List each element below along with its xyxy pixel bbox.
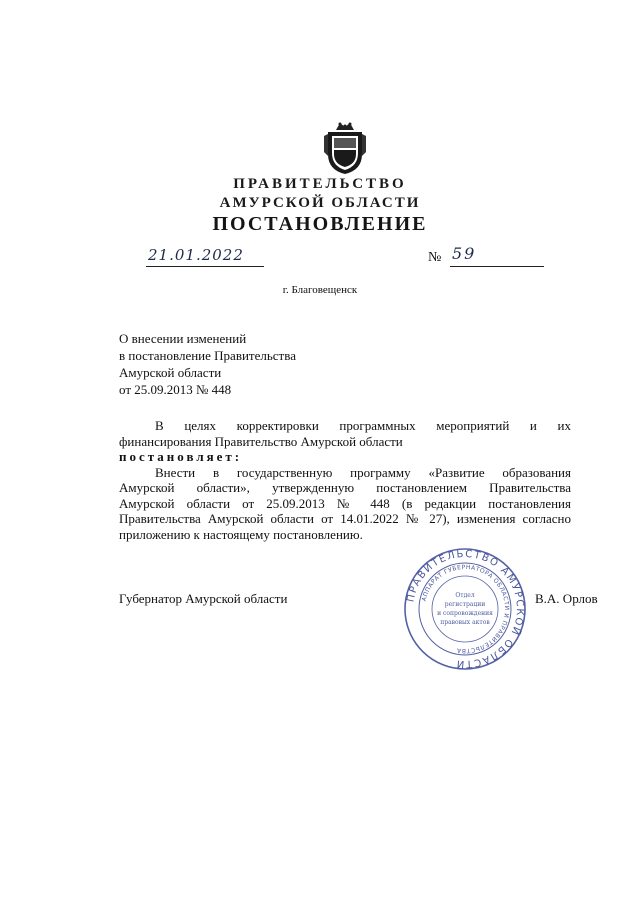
svg-text:АППАРАТ ГУБЕРНАТОРА ОБЛАСТИ И — [421, 564, 510, 654]
signatory-name: В.А. Орлов — [535, 591, 598, 606]
org-name-line2: АМУРСКОЙ ОБЛАСТИ — [219, 195, 421, 211]
coat-of-arms-icon — [322, 120, 368, 176]
body-line: финансирования Правительство Амурской области — [119, 433, 403, 449]
subject-line: О внесении изменений — [119, 331, 247, 346]
subject-line: Амурской области — [119, 365, 222, 380]
document-type-title: ПОСТАНОВЛЕНИЕ — [212, 213, 428, 235]
body-line: В целях корректировки программных мероприятий и их — [155, 418, 571, 433]
document-date: 21.01.2022 — [148, 246, 244, 264]
signatory-position: Губернатор Амурской области — [119, 591, 288, 606]
document-body — [119, 418, 571, 542]
body-line: Внести в государственную программу «Развитие образования — [155, 464, 571, 480]
body-line: Правительства Амурской области от 14.01.2022 № 27), изменения согласно — [119, 511, 571, 526]
stamp-center-line: и сопровождения — [437, 610, 493, 617]
subject-line: от 25.09.2013 № 448 — [119, 382, 232, 397]
number-label: № — [428, 250, 442, 265]
body-line: приложению к настоящему постановлению. — [119, 526, 363, 542]
subject-line: в постановление Правительства — [119, 348, 296, 363]
body-line: Амурской области от 25.09.2013 № 448 (в редакции постановления — [119, 495, 571, 511]
stamp-outer-text: ПРАВИТЕЛЬСТВО АМУРСКОЙ ОБЛАСТИ — [405, 548, 526, 670]
body-line: Амурской области», утвержденную постановлением Правительства — [119, 480, 571, 495]
stamp-inner-text: АППАРАТ ГУБЕРНАТОРА ОБЛАСТИ И ПРАВИТЕЛЬСТВА — [420, 563, 511, 655]
document-number: 59 — [452, 244, 477, 263]
org-name-line1: ПРАВИТЕЛЬСТВО — [233, 176, 407, 192]
stamp-center-line: регистрации — [444, 601, 486, 608]
stamp-center-line: Отдел — [455, 592, 475, 599]
stamp-center-line: правовых актов — [440, 619, 490, 626]
official-stamp — [403, 547, 527, 671]
document-subject — [119, 330, 296, 398]
decree-word: постановляет: — [119, 449, 243, 464]
city-line: г. Благовещенск — [282, 284, 358, 296]
